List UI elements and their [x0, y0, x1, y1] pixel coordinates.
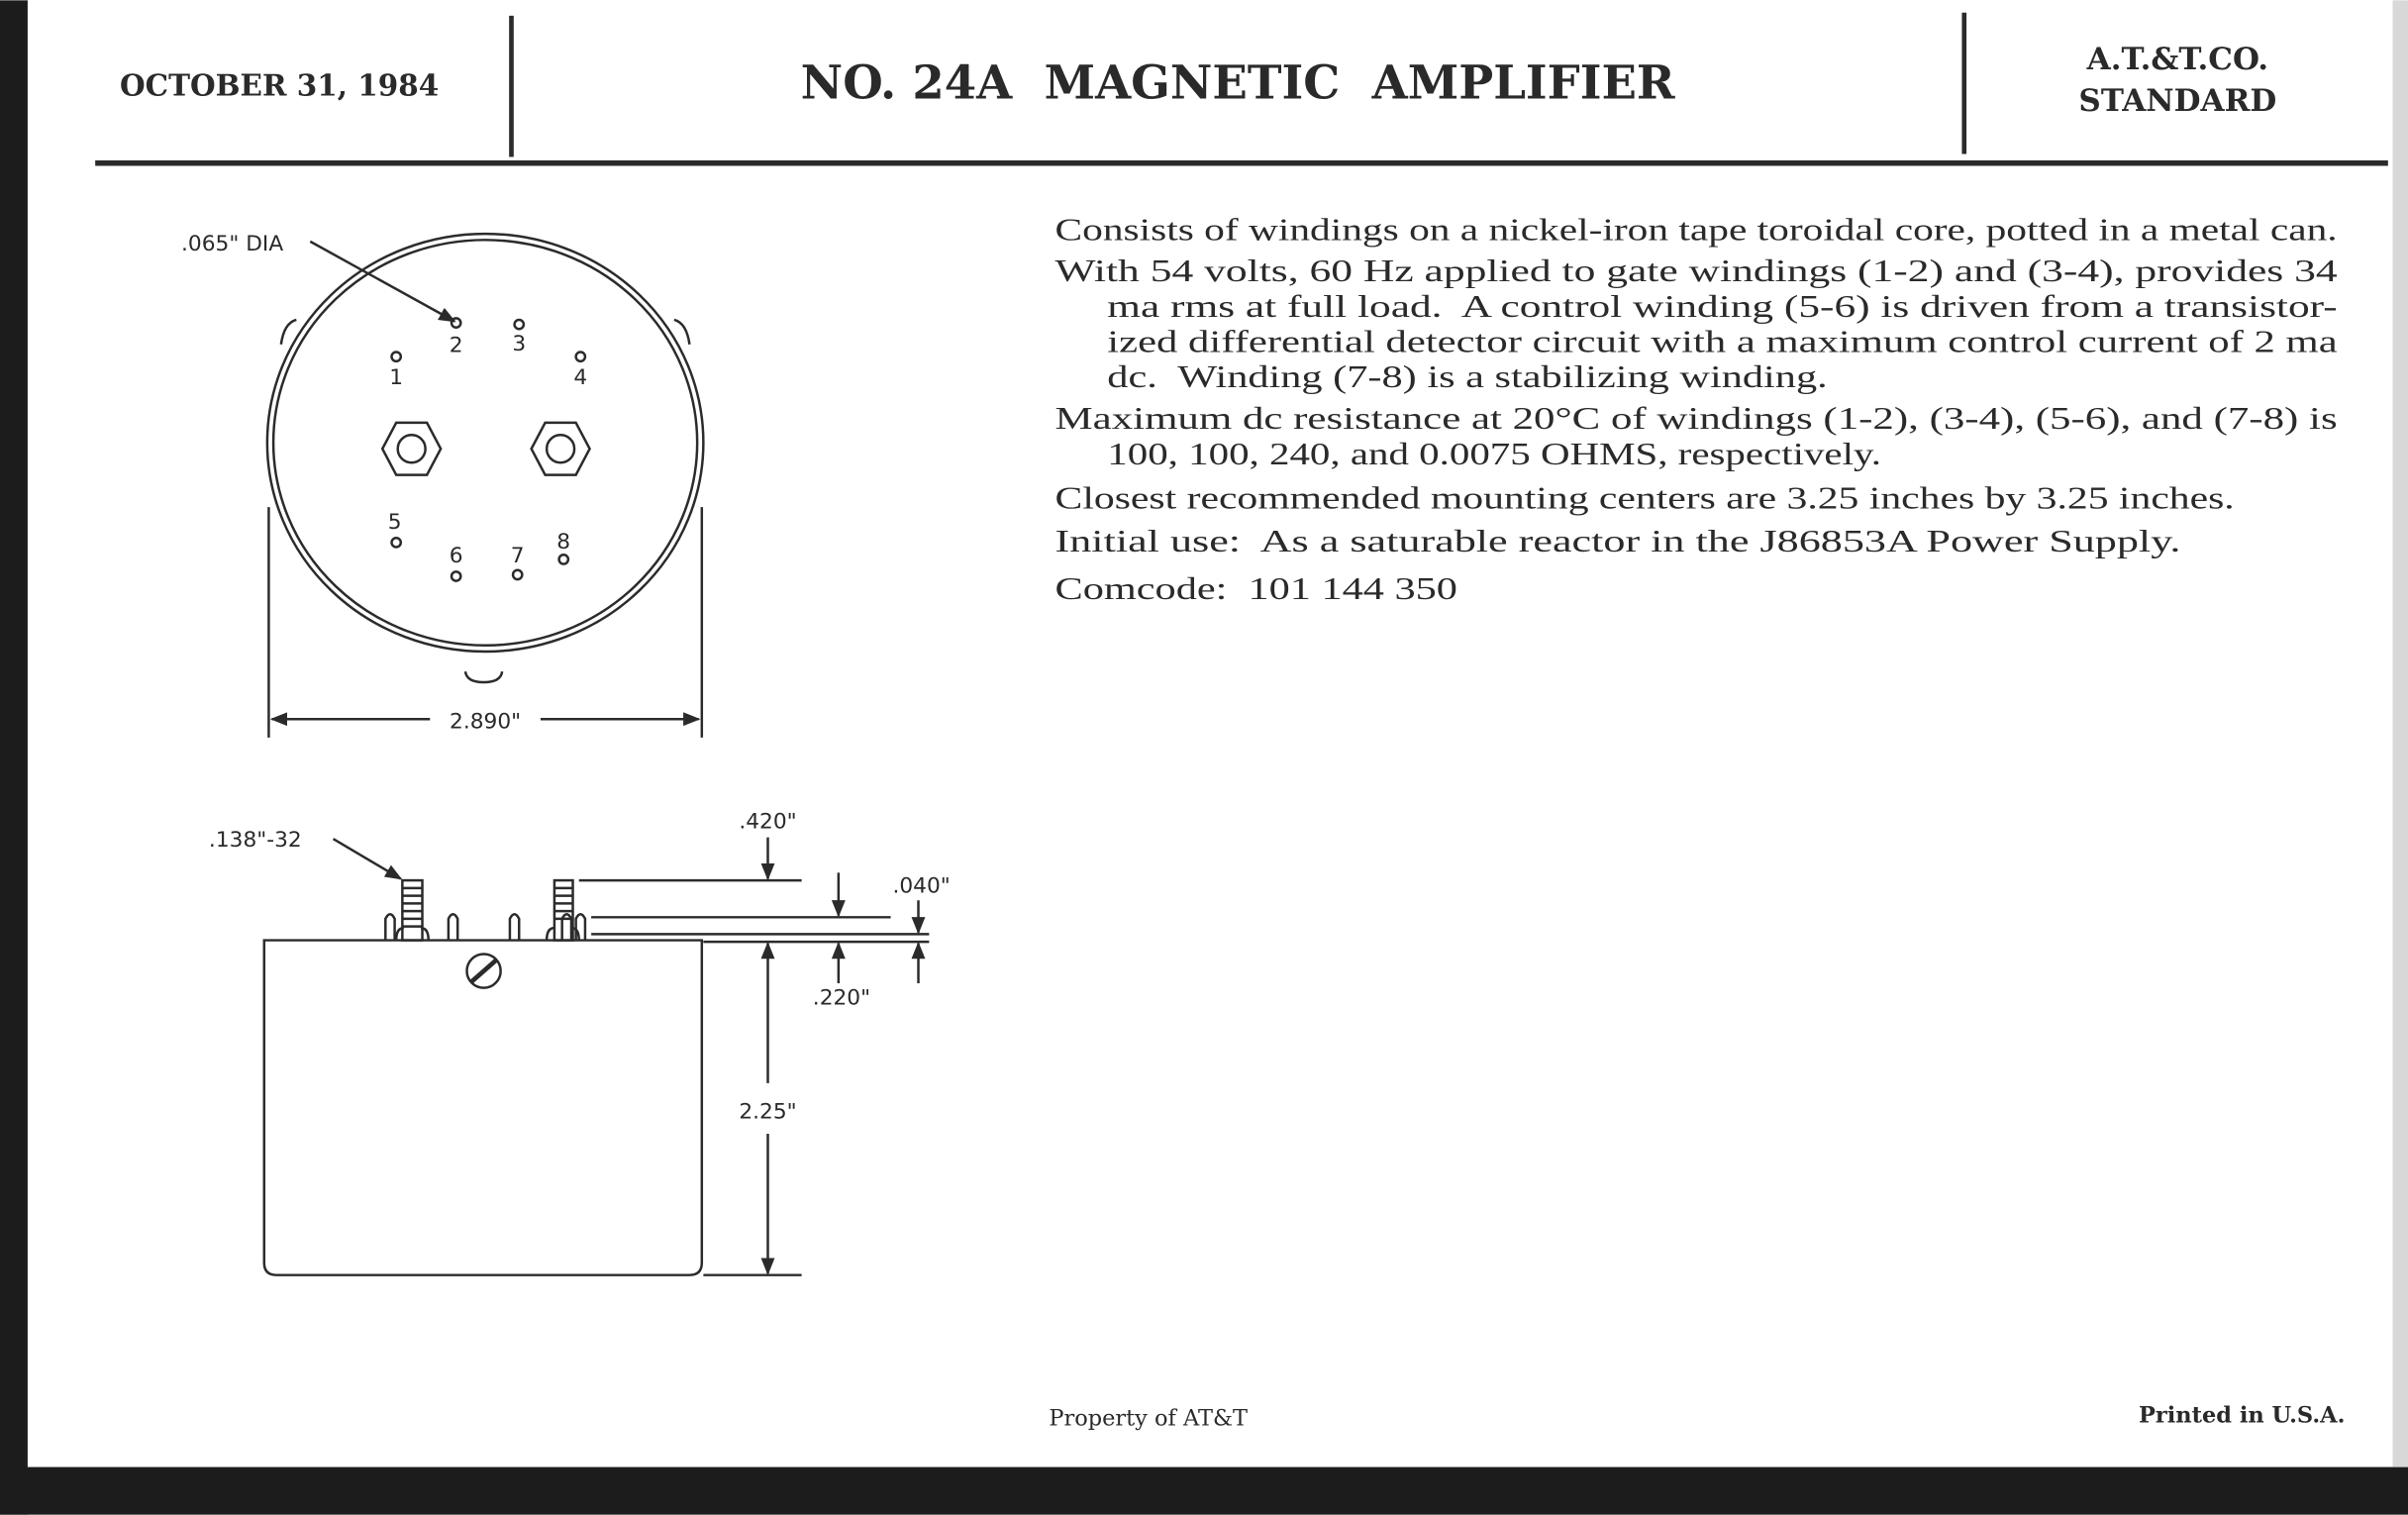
- terminal-label: 2: [449, 333, 463, 358]
- hole-diameter-label: .065" DIA: [181, 232, 284, 257]
- hex-nut-icon: [532, 423, 590, 475]
- terminal-label: 6: [449, 544, 463, 569]
- leader-arrow: [310, 242, 454, 322]
- scan-border-left: [0, 0, 28, 1514]
- description-line: dc. Winding (7-8) is a stabilizing winding.: [1107, 359, 1828, 395]
- leader-arrow: [334, 839, 401, 878]
- threaded-stud: [396, 880, 429, 940]
- dimension-040: .040": [892, 873, 951, 899]
- org-name: A.T.&T.CO.: [2086, 42, 2269, 78]
- property-notice: Property of AT&T: [1049, 1405, 1248, 1432]
- comcode: Comcode: 101 144 350: [1054, 571, 1457, 607]
- mounting-tab: [281, 320, 690, 345]
- description-line: Closest recommended mounting centers are 3.25 inches by 3.25 inches.: [1054, 480, 2235, 516]
- description-line: Maximum dc resistance at 20°C of windings (1-2), (3-4), (5-6), and (7-8) is: [1054, 401, 2338, 437]
- terminal-label: 4: [573, 365, 588, 391]
- description-line: 100, 100, 240, and 0.0075 OHMS, respectively.: [1107, 436, 1881, 471]
- width-dimension: 2.890": [450, 709, 522, 735]
- dimension-220: .220": [812, 985, 871, 1011]
- printed-notice: Printed in U.S.A.: [2139, 1402, 2346, 1429]
- terminal-label: 1: [389, 365, 404, 391]
- can-body: [264, 941, 702, 1275]
- description-line: Consists of windings on a nickel-iron tape toroidal core, potted in a metal can.: [1054, 212, 2338, 248]
- page-title: NO. 24A MAGNETIC AMPLIFIER: [800, 54, 1675, 110]
- dimension-420: .420": [739, 809, 797, 835]
- thread-label: .138"-32: [208, 827, 302, 853]
- scan-border-right: [2392, 0, 2408, 1466]
- terminal-label: 5: [387, 509, 402, 535]
- mounting-tab: [465, 671, 502, 682]
- terminal-label: 7: [510, 544, 525, 569]
- terminal-label: 8: [556, 530, 571, 556]
- terminal-label: 3: [512, 331, 527, 356]
- description: [1055, 212, 2338, 606]
- description-line: Initial use: As a saturable reactor in the J86853A Power Supply.: [1054, 524, 2181, 559]
- scan-border-bottom: [0, 1467, 2408, 1515]
- description-line: With 54 volts, 60 Hz applied to gate windings (1-2) and (3-4), provides 34: [1054, 253, 2338, 289]
- dimension-225: 2.25": [739, 1099, 797, 1125]
- hex-nut-icon: [382, 423, 441, 475]
- description-line: ized differential detector circuit with a maximum control current of 2 ma: [1107, 324, 2338, 359]
- can-outline-inner: [273, 240, 697, 645]
- date: OCTOBER 31, 1984: [119, 67, 440, 103]
- org-standard: STANDARD: [2078, 83, 2277, 120]
- description-line: ma rms at full load. A control winding (5-6) is driven from a transistor-: [1107, 288, 2338, 324]
- top-view-drawing: [181, 232, 703, 738]
- can-outline: [267, 234, 703, 652]
- side-view-drawing: [209, 809, 951, 1274]
